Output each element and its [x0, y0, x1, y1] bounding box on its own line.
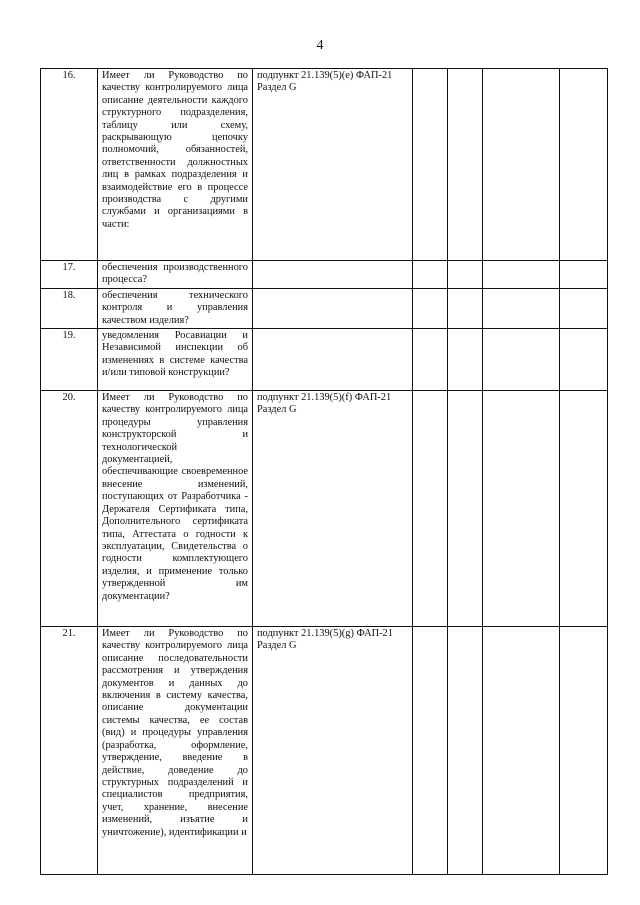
regulation-reference: подпункт 21.139(5)(g) ФАП-21 Раздел G [253, 627, 413, 875]
table-row [41, 329, 608, 391]
blank-cell [560, 288, 608, 328]
row-number: 18. [41, 288, 98, 328]
table-row [41, 627, 608, 875]
blank-cell [483, 288, 560, 328]
blank-cell [413, 261, 448, 289]
row-number: 20. [41, 391, 98, 627]
table-row [41, 261, 608, 289]
blank-cell [483, 391, 560, 627]
regulation-reference: подпункт 21.139(5)(e) ФАП-21 Раздел G [253, 69, 413, 261]
blank-cell [448, 391, 483, 627]
requirement-question: обеспечения технического контроля и управления качеством изделия? [98, 288, 253, 328]
table-row [41, 288, 608, 328]
checklist-table [40, 68, 608, 875]
regulation-reference [253, 288, 413, 328]
blank-cell [560, 627, 608, 875]
table-row [41, 69, 608, 261]
regulation-reference: подпункт 21.139(5)(f) ФАП-21 Раздел G [253, 391, 413, 627]
blank-cell [448, 261, 483, 289]
blank-cell [413, 69, 448, 261]
blank-cell [560, 329, 608, 391]
blank-cell [560, 261, 608, 289]
row-number: 16. [41, 69, 98, 261]
blank-cell [483, 261, 560, 289]
blank-cell [483, 329, 560, 391]
row-number: 17. [41, 261, 98, 289]
regulation-reference [253, 261, 413, 289]
blank-cell [448, 329, 483, 391]
blank-cell [413, 391, 448, 627]
blank-cell [560, 69, 608, 261]
table-row [41, 391, 608, 627]
blank-cell [448, 288, 483, 328]
blank-cell [448, 627, 483, 875]
page-number: 4 [316, 38, 324, 53]
regulation-reference [253, 329, 413, 391]
requirement-question: Имеет ли Руководство по качеству контролируемого лица процедуры управления конструкторской и технологической документацией, обеспечивающие своевременное внесение изменений, поступающих от Разработчика - Держателя Сертификата типа, Дополнительного сертификата типа, Аттестата о годности к эксплуатации, Свидетельства о годности комплектующего изделия, и применение только утвержденной им документации? [98, 391, 253, 627]
requirement-question: Имеет ли Руководство по качеству контролируемого лица описание деятельности каждого структурного подразделения, таблицу или схему, раскрывающую цепочку полномочий, обязанностей, ответственности должностных лиц в рамках подразделения и взаимодействие его в процессе производства с другими службами и организациями в части: [98, 69, 253, 261]
blank-cell [560, 391, 608, 627]
blank-cell [413, 288, 448, 328]
blank-cell [448, 69, 483, 261]
blank-cell [483, 627, 560, 875]
requirement-question: обеспечения производственного процесса? [98, 261, 253, 289]
row-number: 21. [41, 627, 98, 875]
blank-cell [413, 627, 448, 875]
requirement-question: уведомления Росавиации и Независимой инспекции об изменениях в системе качества и/или типовой конструкции? [98, 329, 253, 391]
requirement-question: Имеет ли Руководство по качеству контролируемого лица описание последовательности рассмотрения и утверждения документов и данных до включения в систему качества, описание документации системы качества, ее состав (вид) и процедуры управления (разработка, оформление, утверждение, введение в действие, доведение до структурных подразделений и специалистов предприятия, учет, хранение, внесение изменений, изъятие и уничтожение), идентификации и [98, 627, 253, 875]
row-number: 19. [41, 329, 98, 391]
blank-cell [483, 69, 560, 261]
blank-cell [413, 329, 448, 391]
